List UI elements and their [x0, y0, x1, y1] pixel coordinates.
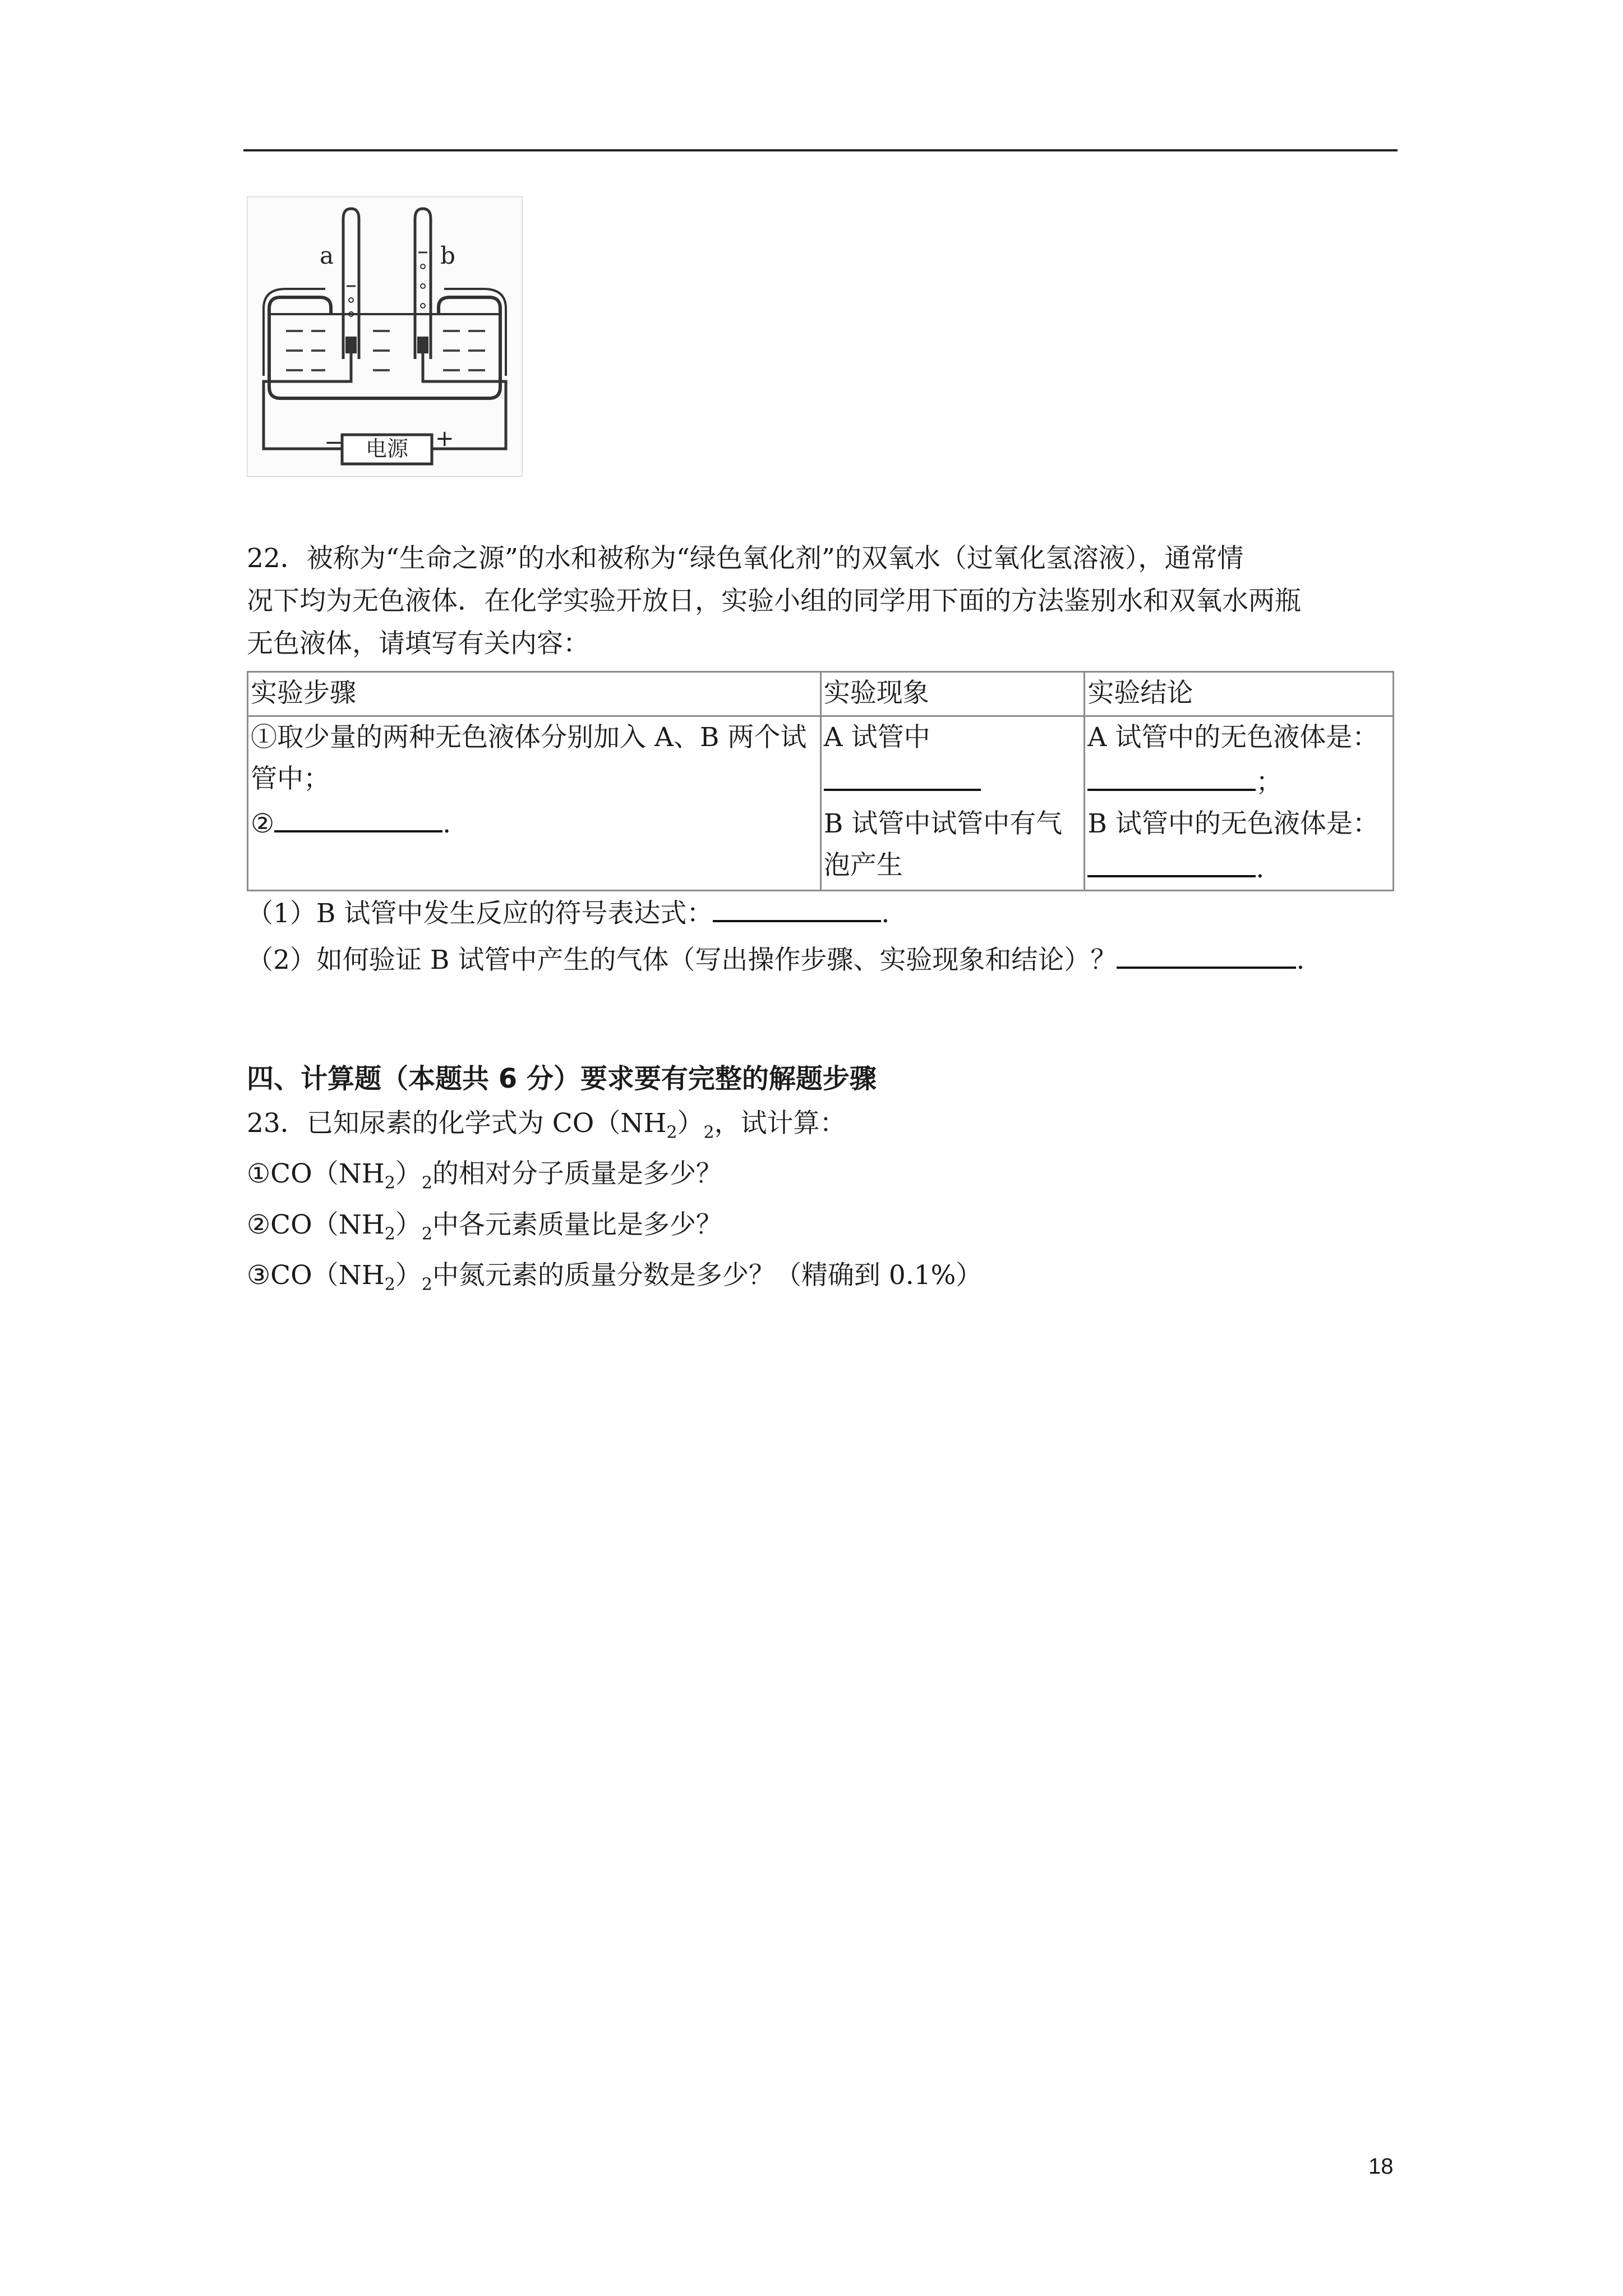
- q23-intro-prefix: 23．已知尿素的化学式为 CO（NH: [247, 1108, 667, 1139]
- phenomenon-a: [824, 717, 1082, 803]
- experiment-table: [247, 671, 1394, 891]
- q23-item-3: [247, 1255, 1396, 1305]
- q23-item-1-text: 的相对分子质量是多少？: [432, 1158, 722, 1190]
- electrolysis-diagram: [247, 196, 523, 477]
- conclusion-a-blank[interactable]: [1087, 758, 1256, 791]
- q23-item-1-prefix: ①CO（NH: [247, 1158, 385, 1190]
- step-2-blank[interactable]: [274, 800, 442, 832]
- q23-item-1-mid: ）: [395, 1158, 422, 1190]
- step-2-prefix: ②: [251, 808, 275, 839]
- followup-1: [247, 890, 1402, 936]
- q23-item-1: [247, 1153, 1396, 1204]
- q23-item-2-sub1: 2: [384, 1224, 395, 1244]
- q23-item-3-mid: ）: [395, 1260, 422, 1291]
- q23-item-3-sub2: 2: [421, 1274, 432, 1295]
- q23-intro-suffix: ，试计算：: [714, 1108, 846, 1139]
- header-steps: 实验步骤: [248, 672, 821, 716]
- conclusion-a-suffix: ；: [1256, 767, 1283, 798]
- phenomenon-a-blank[interactable]: [824, 758, 981, 791]
- q23-intro-mid: ）: [677, 1108, 704, 1139]
- phenomenon-cell: [820, 716, 1085, 891]
- step-1: ①取少量的两种无色液体分别加入 A、B 两个试管中；: [251, 722, 807, 794]
- conclusion-b: B 试管中的无色液体是：: [1087, 808, 1379, 839]
- plus-sign: +: [435, 426, 454, 452]
- phenomenon-b: B 试管中试管中有气泡产生: [823, 808, 1063, 881]
- tube-a-label: a: [320, 242, 334, 269]
- tube-b-label: b: [440, 242, 455, 269]
- followup-1-suffix: .: [881, 898, 890, 929]
- header-phenomenon: 实验现象: [820, 672, 1085, 716]
- q23-intro-sub2: 2: [703, 1122, 714, 1143]
- steps-cell: [248, 716, 821, 891]
- table-header-row: [248, 672, 1394, 716]
- q23-item-2-sub2: 2: [421, 1224, 432, 1244]
- phenomenon-a-text: A 试管中: [823, 722, 930, 753]
- q22-line-1: 22．被称为“生命之源”的水和被称为“绿色氧化剂”的双氧水（过氧化氢溶液），通常情: [247, 543, 1244, 574]
- page-number: 18: [1368, 2154, 1394, 2179]
- q23-item-2-mid: ）: [395, 1209, 422, 1240]
- q23-intro-sub1: 2: [666, 1122, 677, 1143]
- electrolysis-apparatus-figure: [247, 196, 523, 477]
- conclusion-cell: [1085, 716, 1394, 891]
- q23-intro: [247, 1103, 1396, 1153]
- q22-line-2: 况下均为无色液体．在化学实验开放日，实验小组的同学用下面的方法鉴别水和双氧水两瓶: [247, 586, 1301, 616]
- q23-item-3-text: 中氮元素的质量分数是多少？（精确到 0.1%）: [432, 1260, 983, 1291]
- conclusion-b-blank[interactable]: [1087, 845, 1256, 877]
- followup-1-blank[interactable]: [713, 890, 881, 922]
- step-2: [251, 800, 818, 845]
- followup-questions: [247, 890, 1402, 983]
- conclusion-b-suffix: .: [1256, 853, 1265, 884]
- conclusion-a: A 试管中的无色液体是：: [1087, 722, 1379, 753]
- followup-2: [247, 936, 1402, 983]
- followup-2-blank[interactable]: [1117, 936, 1296, 969]
- q23-item-1-sub1: 2: [384, 1173, 395, 1193]
- header-conclusion: 实验结论: [1085, 672, 1394, 716]
- step-2-suffix: .: [442, 808, 451, 839]
- conclusion-b-answer: [1087, 845, 1390, 890]
- table-row: [248, 716, 1394, 891]
- q23-item-2: [247, 1204, 1396, 1255]
- q23-item-2-text: 中各元素质量比是多少？: [432, 1209, 722, 1240]
- power-source-label: 电源: [365, 436, 409, 461]
- q22-line-3: 无色液体，请填写有关内容：: [247, 628, 589, 659]
- question-22: [247, 537, 1396, 665]
- header-rule: [243, 149, 1398, 151]
- q23-item-1-sub2: 2: [421, 1173, 432, 1193]
- followup-1-text: （1）B 试管中发生反应的符号表达式：: [247, 898, 713, 929]
- followup-2-suffix: .: [1296, 945, 1305, 976]
- q23-item-3-prefix: ③CO（NH: [247, 1260, 385, 1291]
- question-23: [247, 1103, 1396, 1306]
- q23-item-2-prefix: ②CO（NH: [247, 1209, 385, 1240]
- section-4-title: 四、计算题（本题共 6 分）要求要有完整的解题步骤: [247, 1063, 877, 1094]
- followup-2-text: （2）如何验证 B 试管中产生的气体（写出操作步骤、实验现象和结论）？: [247, 945, 1117, 976]
- conclusion-a-answer: [1087, 758, 1390, 803]
- q23-item-3-sub1: 2: [384, 1274, 395, 1295]
- minus-sign: −: [324, 430, 343, 455]
